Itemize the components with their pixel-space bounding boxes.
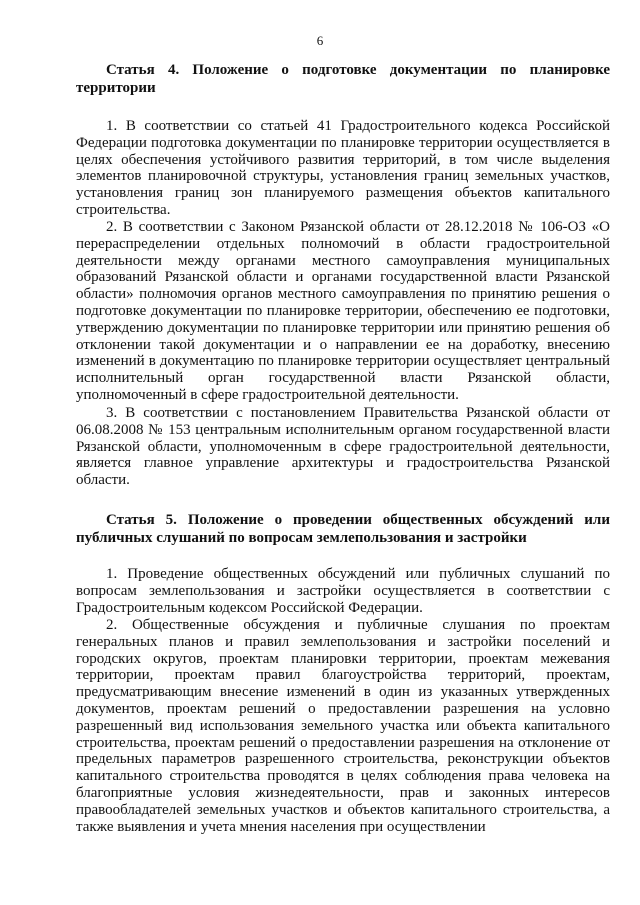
article4-paragraph-2: 2. В соответствии с Законом Рязанской области от 28.12.2018 № 106-ОЗ «О перераспределении отдельных полномочий в области градостроительной деятельности между органами местного самоуправления муниципальных образований Рязанской области и органами государственной власти Рязанской области» полномочия органов местного самоуправления по принятию решения о подготовке документации по планировке территории, обеспечению ее подготовки, утверждению документации по планировке территории или принятию решения об отклонении такой документации и о направлении ее на доработку, внесению изменений в документацию по планировке территории осуществляет центральный исполнительный орган государственной власти Рязанской области, уполномоченный в сфере градостроительной деятельности. xyxy=(76,219,610,403)
article5-paragraph-1: 1. Проведение общественных обсуждений или публичных слушаний по вопросам землепользования и застройки осуществляется в соответствии с Градостроительным кодексом Российской Федерации. xyxy=(76,566,610,616)
article4-paragraph-3: 3. В соответствии с постановлением Правительства Рязанской области от 06.08.2008 № 153 центральным исполнительным органом государственной власти Рязанской области, уполномоченным в сфере градостроительной деятельности, является главное управление архитектуры и градостроительства Рязанской области. xyxy=(76,405,610,489)
article4-heading: Статья 4. Положение о подготовке документации по планировке территории xyxy=(76,62,610,96)
article4-paragraph-1: 1. В соответствии со статьей 41 Градостроительного кодекса Российской Федерации подготовка документации по планировке территории осуществляется в целях обеспечения устойчивого развития территорий, в том числе выделения элементов планировочной структуры, установления границ земельных участков, установления границ зон планируемого размещения объектов капитального строительства. xyxy=(76,118,610,218)
page-number: 6 xyxy=(316,33,324,48)
article5-paragraph-2: 2. Общественные обсуждения и публичные слушания по проектам генеральных планов и правил землепользования и застройки поселений и городских округов, проектам планировки территории, проектам межевания территории, проектам правил благоустройства территорий, проектам, предусматривающим внесение изменений в один из указанных утвержденных документов, проектам решений о предоставлении разрешения на условно разрешенный вид использования земельного участка или объекта капитального строительства, проектам решений о предоставлении разрешения на отклонение от предельных параметров разрешенного строительства, реконструкции объектов капитального строительства проводятся в целях соблюдения права человека на благоприятные условия жизнедеятельности, прав и законных интересов правообладателей земельных участков и объектов капитального строительства, а также выявления и учета мнения населения при осуществлении xyxy=(76,617,610,835)
article5-heading: Статья 5. Положение о проведении общественных обсуждений или публичных слушаний по вопросам землепользования и застройки xyxy=(76,512,610,546)
